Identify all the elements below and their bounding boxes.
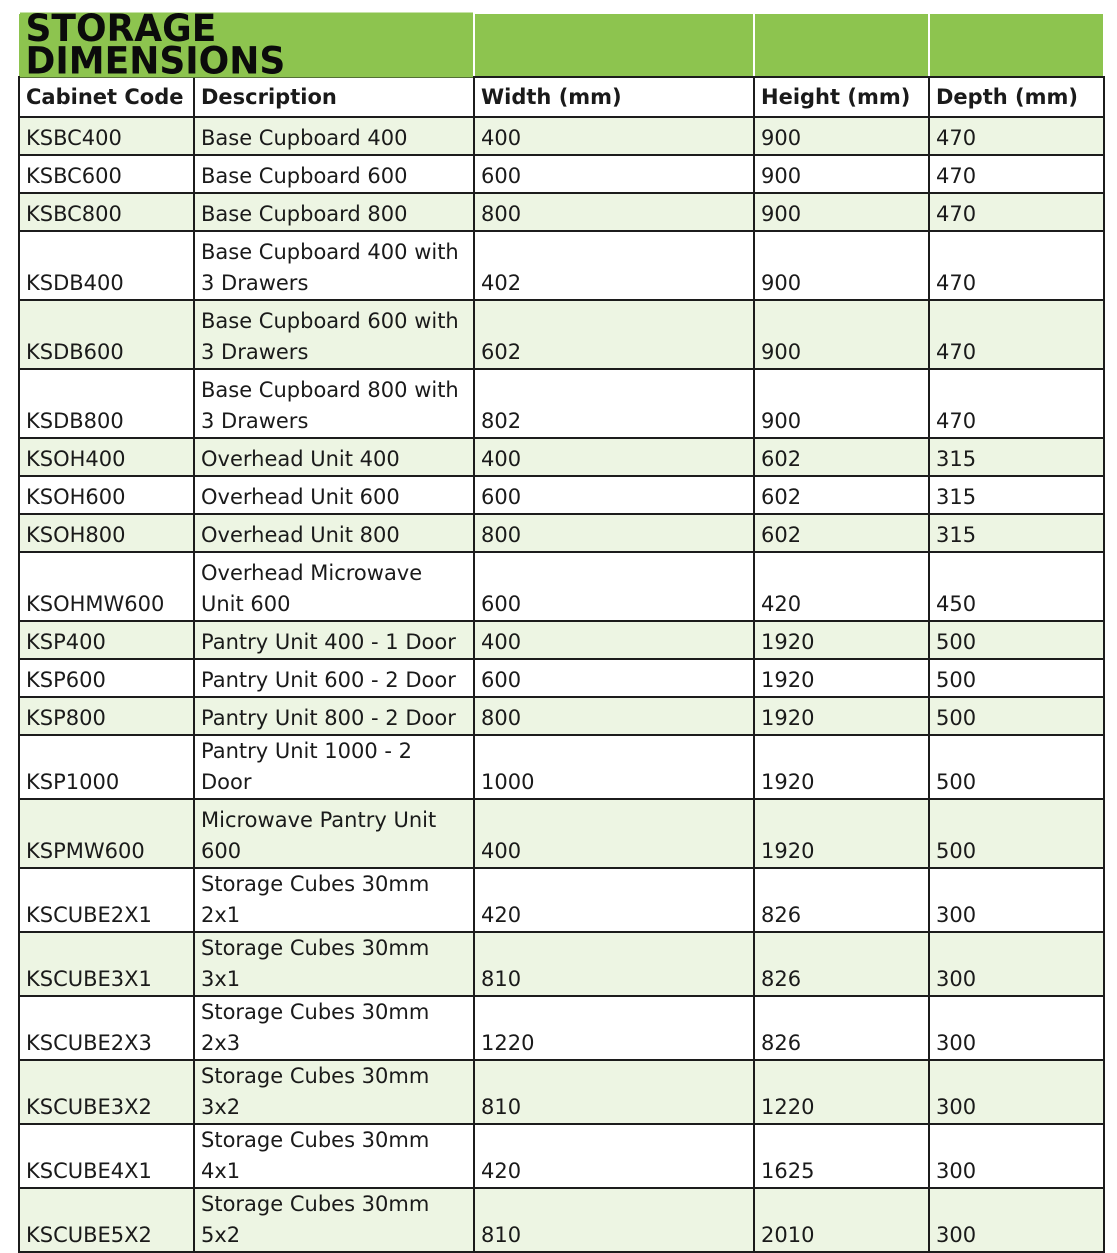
width-cell: 800 (474, 697, 754, 735)
depth-cell: 300 (929, 1060, 1104, 1124)
width-cell: 400 (474, 438, 754, 476)
height-cell: 420 (754, 552, 929, 621)
cabinet-code-cell: KSP400 (19, 621, 194, 659)
height-cell: 2010 (754, 1188, 929, 1252)
cabinet-code-cell: KSBC800 (19, 193, 194, 231)
table-row (19, 438, 1104, 476)
cabinet-code-cell: KSCUBE2X1 (19, 868, 194, 932)
description-cell: Overhead Unit 600 (194, 476, 474, 514)
height-cell: 1920 (754, 799, 929, 868)
depth-cell: 315 (929, 476, 1104, 514)
width-cell: 802 (474, 369, 754, 438)
description-cell: Base Cupboard 600 with 3 Drawers (194, 300, 474, 369)
height-cell: 1625 (754, 1124, 929, 1188)
width-cell: 602 (474, 300, 754, 369)
height-cell: 1920 (754, 735, 929, 799)
description-cell: Base Cupboard 400 with 3 Drawers (194, 231, 474, 300)
table-row (19, 621, 1104, 659)
table-row (19, 369, 1104, 438)
description-cell: Storage Cubes 30mm 2x3 (194, 996, 474, 1060)
height-cell: 900 (754, 193, 929, 231)
width-cell: 420 (474, 868, 754, 932)
table-row (19, 1188, 1104, 1252)
description-cell: Storage Cubes 30mm 4x1 (194, 1124, 474, 1188)
table-row (19, 300, 1104, 369)
height-cell: 1920 (754, 659, 929, 697)
column-header-width: Width (mm) (474, 77, 754, 117)
description-cell: Overhead Unit 400 (194, 438, 474, 476)
width-cell: 1220 (474, 996, 754, 1060)
cabinet-code-cell: KSOHMW600 (19, 552, 194, 621)
table-row (19, 932, 1104, 996)
table-title: STORAGE DIMENSIONS (19, 11, 474, 78)
cabinet-code-cell: KSPMW600 (19, 799, 194, 868)
depth-cell: 470 (929, 369, 1104, 438)
height-cell: 900 (754, 155, 929, 193)
width-cell: 402 (474, 231, 754, 300)
width-cell: 1000 (474, 735, 754, 799)
depth-cell: 300 (929, 868, 1104, 932)
width-cell: 800 (474, 193, 754, 231)
depth-cell: 300 (929, 932, 1104, 996)
title-row (19, 13, 1104, 77)
depth-cell: 470 (929, 155, 1104, 193)
width-cell: 810 (474, 932, 754, 996)
description-cell: Overhead Microwave Unit 600 (194, 552, 474, 621)
table-row (19, 697, 1104, 735)
height-cell: 1920 (754, 621, 929, 659)
description-cell: Storage Cubes 30mm 3x1 (194, 932, 474, 996)
table-row (19, 659, 1104, 697)
cabinet-code-cell: KSBC400 (19, 117, 194, 155)
depth-cell: 470 (929, 117, 1104, 155)
height-cell: 826 (754, 868, 929, 932)
cabinet-code-cell: KSOH600 (19, 476, 194, 514)
height-cell: 900 (754, 300, 929, 369)
table-row (19, 117, 1104, 155)
height-cell: 900 (754, 231, 929, 300)
depth-cell: 500 (929, 735, 1104, 799)
depth-cell: 500 (929, 659, 1104, 697)
description-cell: Pantry Unit 600 - 2 Door (194, 659, 474, 697)
column-header-description: Description (194, 77, 474, 117)
width-cell: 810 (474, 1060, 754, 1124)
cabinet-code-cell: KSP800 (19, 697, 194, 735)
width-cell: 600 (474, 552, 754, 621)
table-row (19, 514, 1104, 552)
table-row (19, 868, 1104, 932)
title-filler (929, 13, 1104, 77)
description-cell: Pantry Unit 800 - 2 Door (194, 697, 474, 735)
column-header-cabinet-code: Cabinet Code (19, 77, 194, 117)
depth-cell: 300 (929, 1124, 1104, 1188)
description-cell: Base Cupboard 400 (194, 117, 474, 155)
cabinet-code-cell: KSDB800 (19, 369, 194, 438)
height-cell: 602 (754, 514, 929, 552)
height-cell: 1920 (754, 697, 929, 735)
depth-cell: 470 (929, 231, 1104, 300)
width-cell: 600 (474, 659, 754, 697)
depth-cell: 470 (929, 193, 1104, 231)
cabinet-code-cell: KSCUBE4X1 (19, 1124, 194, 1188)
width-cell: 800 (474, 514, 754, 552)
description-cell: Overhead Unit 800 (194, 514, 474, 552)
cabinet-code-cell: KSP1000 (19, 735, 194, 799)
height-cell: 826 (754, 996, 929, 1060)
cabinet-code-cell: KSOH400 (19, 438, 194, 476)
depth-cell: 315 (929, 438, 1104, 476)
header-row (19, 77, 1104, 117)
table-row (19, 155, 1104, 193)
cabinet-code-cell: KSOH800 (19, 514, 194, 552)
description-cell: Base Cupboard 800 (194, 193, 474, 231)
height-cell: 900 (754, 369, 929, 438)
cabinet-code-cell: KSDB600 (19, 300, 194, 369)
height-cell: 602 (754, 438, 929, 476)
width-cell: 600 (474, 476, 754, 514)
table-row (19, 476, 1104, 514)
cabinet-code-cell: KSDB400 (19, 231, 194, 300)
description-cell: Base Cupboard 800 with 3 Drawers (194, 369, 474, 438)
column-header-depth: Depth (mm) (929, 77, 1104, 117)
width-cell: 400 (474, 117, 754, 155)
storage-dimensions-table (18, 12, 1105, 1253)
cabinet-code-cell: KSCUBE5X2 (19, 1188, 194, 1252)
depth-cell: 500 (929, 799, 1104, 868)
cabinet-code-cell: KSCUBE3X2 (19, 1060, 194, 1124)
table-row (19, 193, 1104, 231)
height-cell: 602 (754, 476, 929, 514)
width-cell: 810 (474, 1188, 754, 1252)
depth-cell: 500 (929, 697, 1104, 735)
description-cell: Storage Cubes 30mm 2x1 (194, 868, 474, 932)
depth-cell: 315 (929, 514, 1104, 552)
depth-cell: 300 (929, 996, 1104, 1060)
height-cell: 826 (754, 932, 929, 996)
depth-cell: 500 (929, 621, 1104, 659)
height-cell: 900 (754, 117, 929, 155)
height-cell: 1220 (754, 1060, 929, 1124)
title-filler (754, 13, 929, 77)
title-filler (474, 13, 754, 77)
description-cell: Microwave Pantry Unit 600 (194, 799, 474, 868)
description-cell: Pantry Unit 1000 - 2 Door (194, 735, 474, 799)
table-row (19, 1060, 1104, 1124)
depth-cell: 300 (929, 1188, 1104, 1252)
width-cell: 400 (474, 799, 754, 868)
cabinet-code-cell: KSBC600 (19, 155, 194, 193)
table-row (19, 231, 1104, 300)
description-cell: Base Cupboard 600 (194, 155, 474, 193)
table-row (19, 735, 1104, 799)
table-row (19, 552, 1104, 621)
description-cell: Storage Cubes 30mm 5x2 (194, 1188, 474, 1252)
table-body (19, 117, 1104, 1252)
width-cell: 600 (474, 155, 754, 193)
table-row (19, 799, 1104, 868)
description-cell: Storage Cubes 30mm 3x2 (194, 1060, 474, 1124)
table-row (19, 1124, 1104, 1188)
depth-cell: 470 (929, 300, 1104, 369)
depth-cell: 450 (929, 552, 1104, 621)
width-cell: 400 (474, 621, 754, 659)
table-row (19, 996, 1104, 1060)
cabinet-code-cell: KSCUBE3X1 (19, 932, 194, 996)
cabinet-code-cell: KSCUBE2X3 (19, 996, 194, 1060)
width-cell: 420 (474, 1124, 754, 1188)
description-cell: Pantry Unit 400 - 1 Door (194, 621, 474, 659)
cabinet-code-cell: KSP600 (19, 659, 194, 697)
column-header-height: Height (mm) (754, 77, 929, 117)
